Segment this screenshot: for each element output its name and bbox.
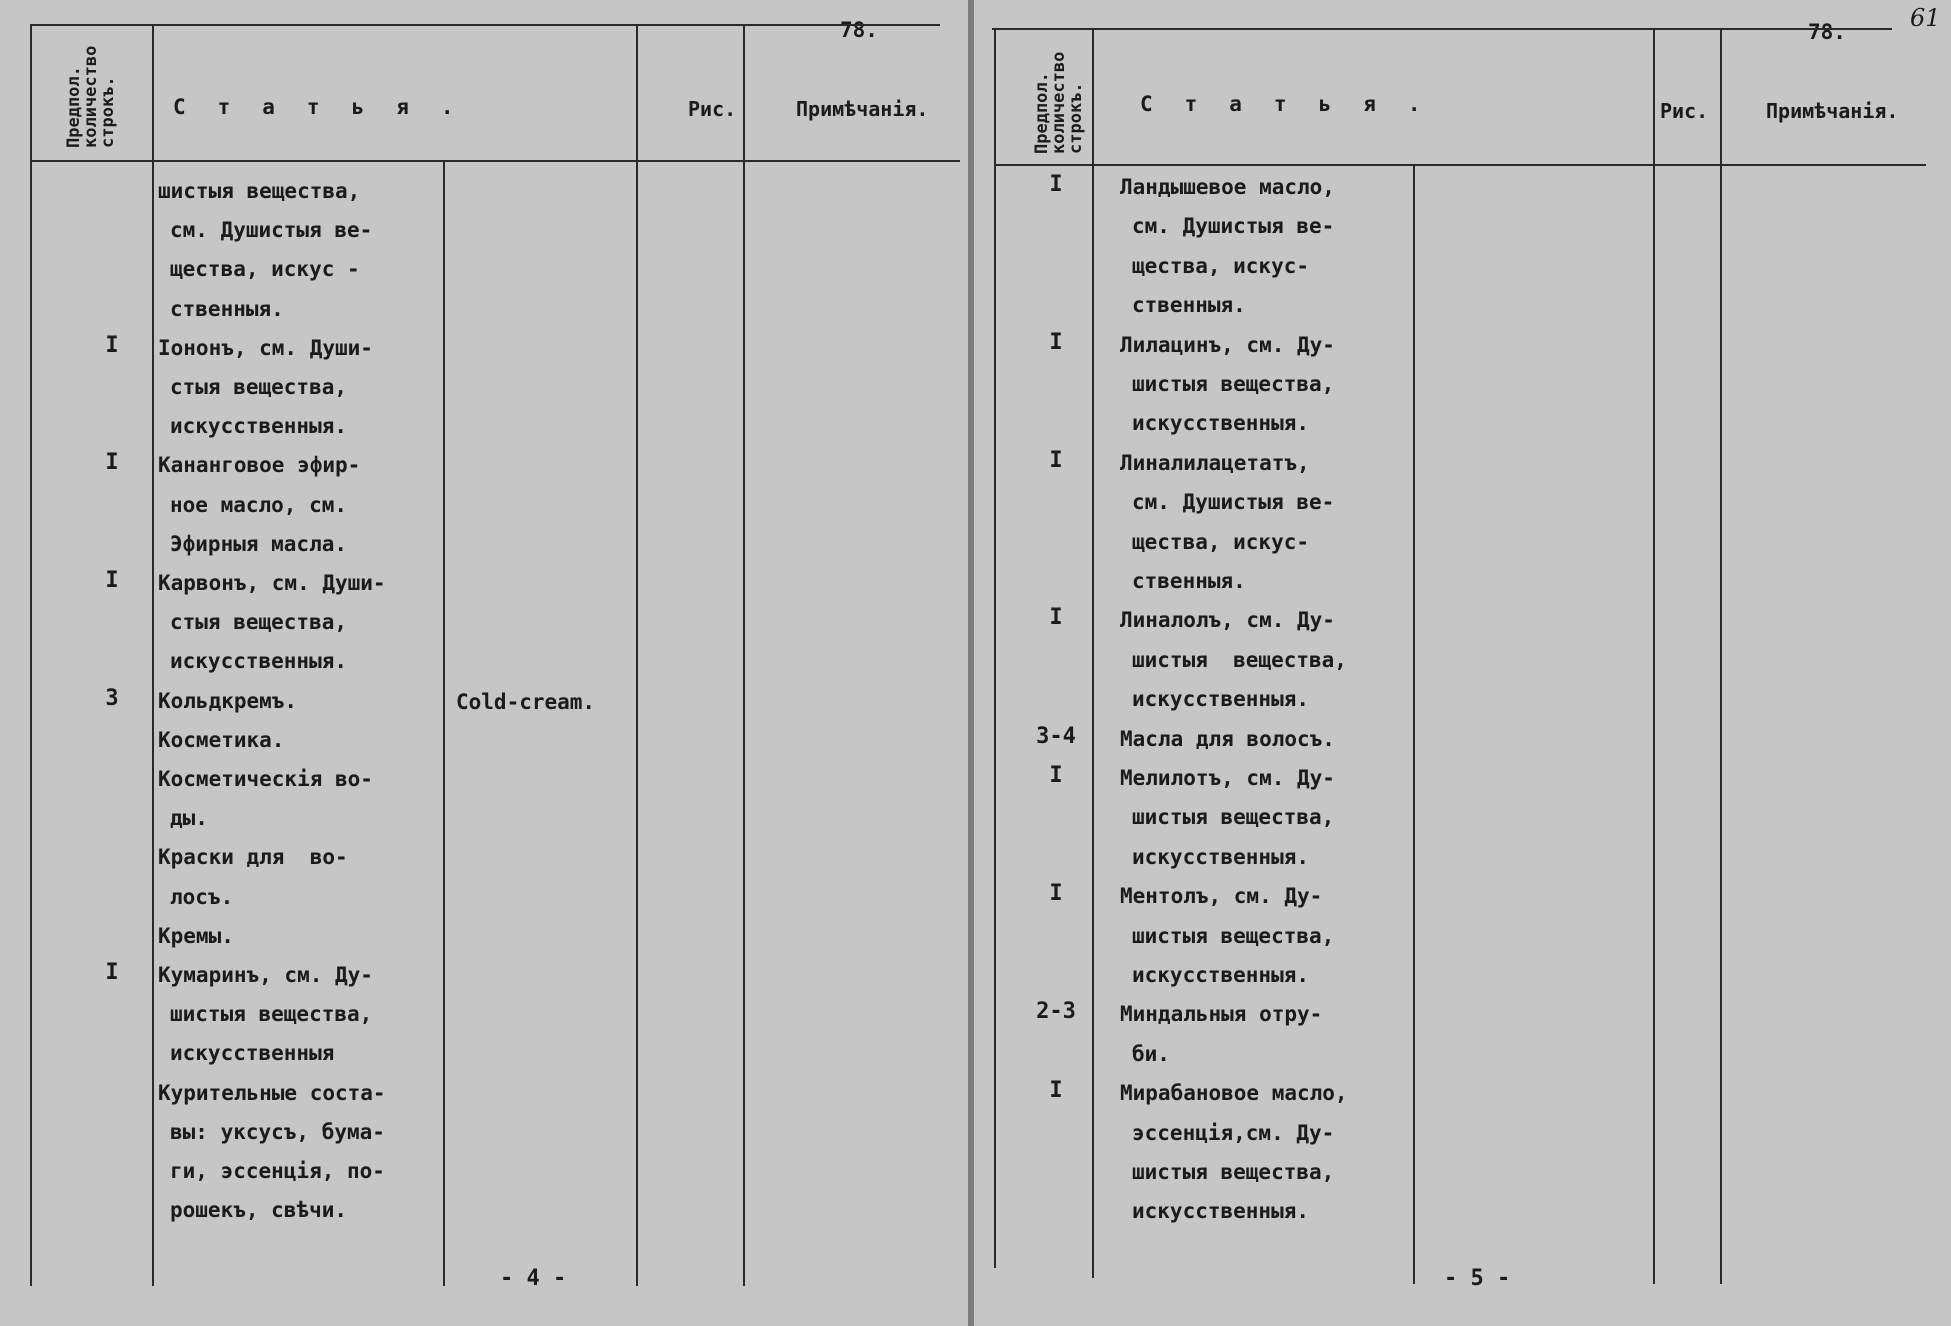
fig-column-line-left — [636, 24, 638, 1286]
line-count: I — [1049, 329, 1063, 355]
article-line: искусственныя — [170, 1041, 335, 1066]
line-count: I — [105, 450, 119, 476]
line-count: I — [1049, 172, 1063, 197]
article-line: Эфирныя масла. — [170, 531, 348, 556]
article-line: искусственныя. — [1132, 687, 1310, 712]
count-column-line — [1092, 28, 1094, 1278]
article-line: эссенція,см. Ду- — [1132, 1120, 1335, 1145]
article-note: Cold-cream. — [456, 689, 596, 714]
article-line: стыя вещества, — [170, 610, 348, 635]
line-count: I — [1049, 763, 1063, 788]
article-line: Кольдкремъ. — [158, 688, 298, 713]
fig-column-header: Рис. — [1660, 99, 1709, 123]
article-line: см. Душистыя ве- — [170, 218, 373, 243]
article-line: Линалолъ, см. Ду- — [1120, 608, 1335, 633]
article-line: искусственныя. — [1132, 1199, 1310, 1224]
line-count: 3-4 — [1036, 723, 1076, 749]
notes-column-header: Примѣчанія. — [1766, 99, 1899, 123]
article-line: искусственныя. — [1132, 963, 1310, 987]
margin-line — [30, 24, 32, 1286]
article-column-header: Статья. — [1140, 92, 1453, 116]
article-line: шистыя вещества, — [158, 179, 361, 203]
article-line: см. Душистыя ве- — [1132, 490, 1335, 515]
top-page-number: 78. — [840, 18, 878, 42]
article-line: Миндальныя отру- — [1120, 1002, 1323, 1027]
article-line: см. Душистыя ве- — [1132, 214, 1335, 239]
article-line: Карвонъ, см. Души- — [158, 571, 386, 595]
article-line: ственныя. — [1132, 293, 1246, 318]
header-rule — [30, 160, 960, 162]
top-rule — [992, 28, 1892, 30]
fig-column-line-right — [1720, 28, 1722, 1284]
article-line: шистыя вещества, — [1132, 1160, 1335, 1184]
count-column-header: Предпол. количество строкъ. — [1032, 51, 1086, 154]
article-line: Краски для во- — [158, 845, 348, 870]
article-line: Косметическія во- — [158, 767, 373, 791]
article-line: искусственныя. — [170, 649, 348, 674]
article-line: шистыя вещества, — [170, 1002, 373, 1027]
top-rule — [30, 24, 940, 26]
line-count: 2-3 — [1036, 999, 1076, 1025]
line-count: I — [1049, 881, 1063, 907]
count-column-line — [152, 24, 154, 1286]
article-line: Лилацинъ, см. Ду- — [1120, 332, 1335, 357]
line-count: I — [1049, 605, 1063, 631]
left-page — [0, 0, 968, 1326]
line-count: I — [105, 332, 119, 358]
header-rule — [996, 164, 1926, 166]
article-line: стыя вещества, — [170, 375, 348, 399]
line-count: I — [1049, 447, 1063, 473]
article-line: Косметика. — [158, 727, 285, 752]
article-line: Масла для волосъ. — [1120, 726, 1335, 751]
article-line: рошекъ, свѣчи. — [170, 1198, 348, 1223]
article-line: Кананговое эфир- — [158, 453, 361, 478]
count-column-header: Предпол. количество строкъ. — [64, 45, 118, 148]
article-line: шистыя вещества, — [1132, 372, 1335, 396]
article-line: Ментолъ, см. Ду- — [1120, 884, 1323, 909]
right-page — [974, 0, 1951, 1326]
article-line: Іононъ, см. Души- — [158, 335, 373, 360]
article-line: ственныя. — [170, 296, 284, 321]
article-line: ственныя. — [1132, 569, 1246, 593]
article-line: щества, искус- — [1132, 529, 1310, 554]
page-footer-number: - 4 - — [500, 1266, 567, 1291]
article-column-line — [443, 160, 445, 1286]
article-line: Кумаринъ, см. Ду- — [158, 963, 373, 987]
fig-column-line-right — [743, 24, 745, 1286]
article-line: искусственныя. — [170, 414, 348, 439]
article-line: вы: уксусъ, бума- — [170, 1119, 385, 1144]
article-line: ги, эссенція, по- — [170, 1159, 385, 1183]
article-line: ное масло, см. — [170, 492, 348, 517]
fig-column-line-left — [1653, 28, 1655, 1284]
article-line: шистыя вещества, — [1132, 647, 1347, 672]
article-line: Линалилацетатъ, — [1120, 450, 1310, 475]
article-line: щества, искус- — [1132, 253, 1310, 278]
article-line: Мелилотъ, см. Ду- — [1120, 766, 1335, 790]
line-count: I — [1049, 1078, 1063, 1104]
article-line: ды. — [170, 806, 208, 831]
article-line: Ландышевое масло, — [1120, 175, 1335, 199]
article-line: щества, искус - — [170, 257, 360, 282]
article-line: шистыя вещества, — [1132, 923, 1335, 948]
article-line: искусственныя. — [1132, 411, 1310, 436]
top-page-number: 78. — [1808, 20, 1846, 44]
archive-number: 61 — [1910, 4, 1941, 32]
notes-column-header: Примѣчанія. — [796, 97, 929, 121]
page-footer-number: - 5 - — [1444, 1266, 1511, 1291]
margin-line — [994, 28, 996, 1268]
line-count: 3 — [105, 685, 119, 711]
article-line: Курительные соста- — [158, 1080, 386, 1105]
article-line: искусственныя. — [1132, 844, 1310, 869]
article-column-header: Статья. — [173, 95, 486, 119]
article-line: лосъ. — [170, 884, 234, 909]
line-count: I — [105, 568, 119, 593]
article-line: би. — [1132, 1041, 1170, 1066]
article-line: шистыя вещества, — [1132, 805, 1335, 830]
article-line: Мирабановое масло, — [1120, 1081, 1348, 1106]
fig-column-header: Рис. — [688, 97, 737, 121]
article-column-line — [1413, 164, 1415, 1284]
line-count: I — [105, 960, 119, 985]
article-line: Кремы. — [158, 923, 234, 948]
